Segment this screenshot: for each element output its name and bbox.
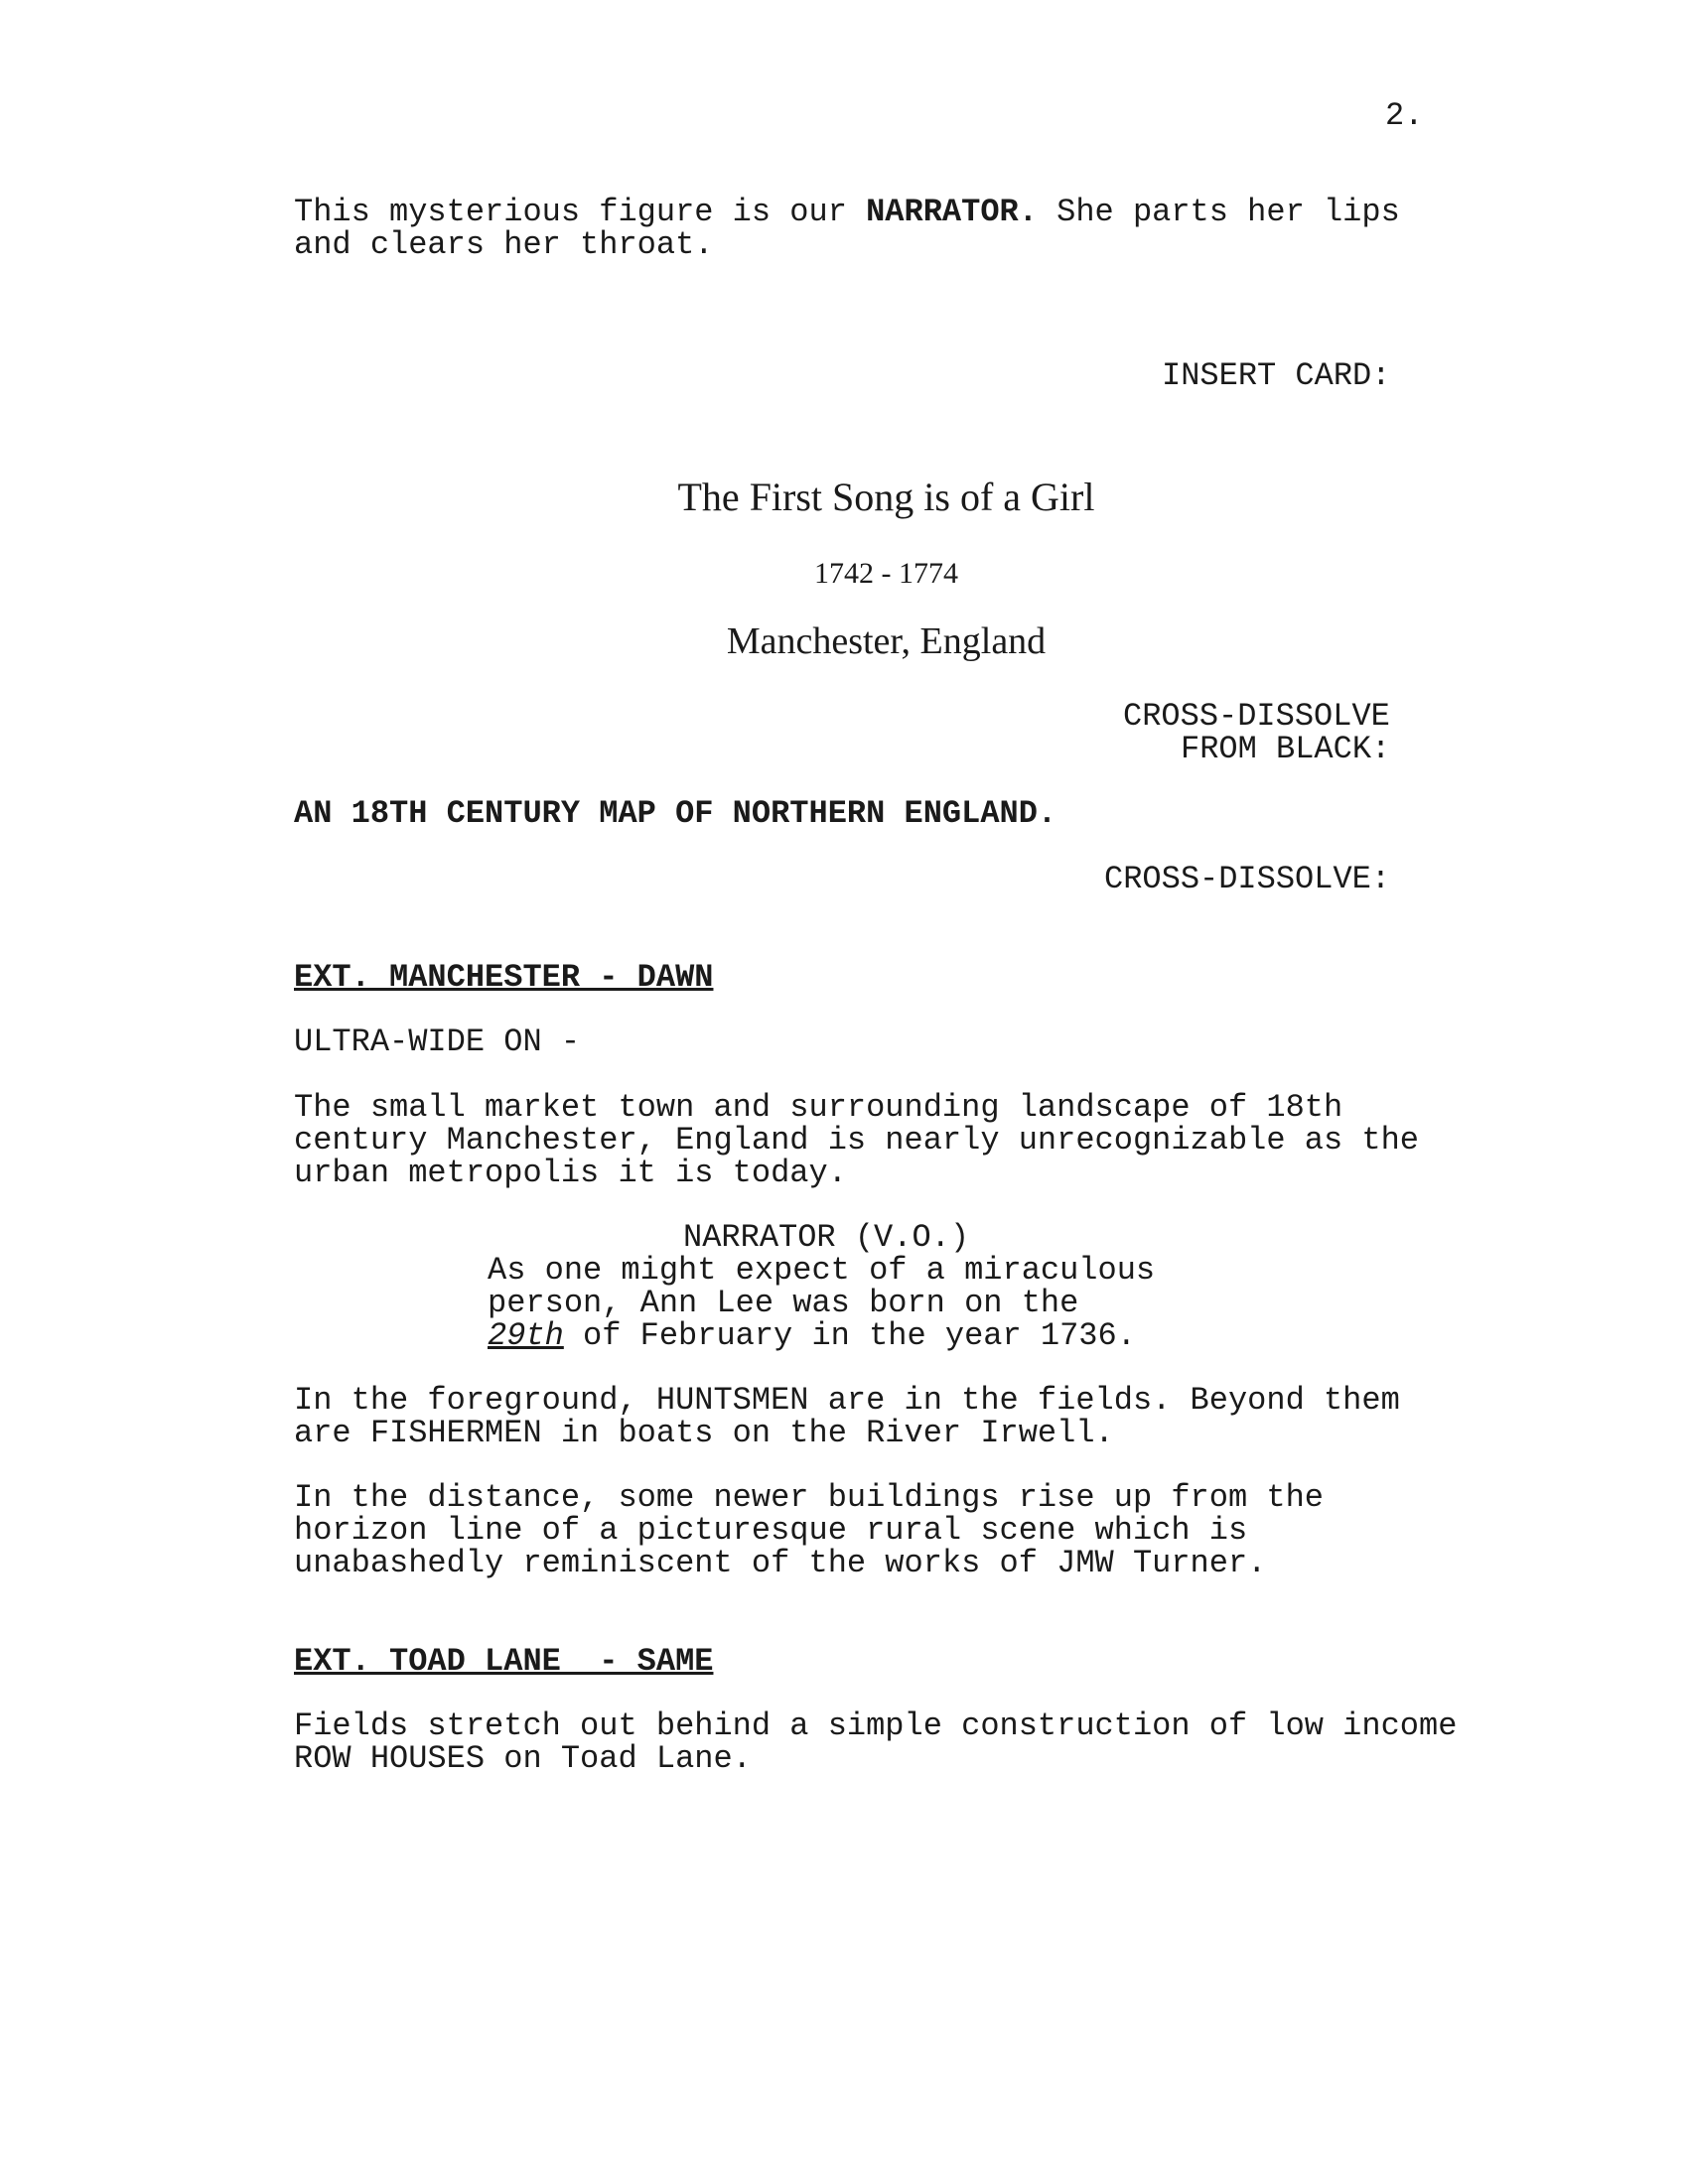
transition-cross-from-black-2: FROM BLACK:: [1181, 731, 1391, 767]
shot-ultra-wide: ULTRA-WIDE ON -: [294, 1024, 581, 1060]
action-row-houses-line-2: ROW HOUSES on Toad Lane.: [294, 1740, 752, 1777]
action-landscape-line-3: urban metropolis it is today.: [294, 1155, 847, 1191]
transition-insert-card: INSERT CARD:: [1162, 357, 1391, 394]
transition-cross-dissolve: CROSS-DISSOLVE:: [1104, 861, 1391, 897]
map-description: AN 18TH CENTURY MAP OF NORTHERN ENGLAND.: [294, 795, 1057, 832]
page-number: 2.: [1385, 97, 1424, 134]
narrator-bold: NARRATOR.: [866, 194, 1038, 230]
intro-action-line-1: [294, 196, 1400, 228]
intro-text-post: She parts her lips: [1037, 194, 1400, 230]
action-landscape-line-2: century Manchester, England is nearly unrecognizable as the: [294, 1122, 1419, 1159]
card-title: The First Song is of a Girl: [677, 475, 1095, 519]
character-cue-narrator: NARRATOR (V.O.): [683, 1219, 970, 1256]
action-landscape-line-1: The small market town and surrounding landscape of 18th: [294, 1089, 1343, 1126]
card-years: 1742 - 1774: [814, 557, 958, 590]
dialogue-line-2: person, Ann Lee was born on the: [488, 1285, 1079, 1321]
action-distance-line-1: In the distance, some newer buildings rise up from the: [294, 1479, 1324, 1516]
transition-cross-from-black-1: CROSS-DISSOLVE: [1123, 698, 1390, 735]
dialogue-line-1: As one might expect of a miraculous: [488, 1252, 1156, 1289]
dialogue-line-3: [488, 1319, 1136, 1352]
dialogue-emphasis-29th: 29th: [488, 1317, 564, 1354]
action-distance-line-2: horizon line of a picturesque rural scene which is: [294, 1512, 1248, 1549]
scene-heading-manchester: EXT. MANCHESTER - DAWN: [294, 959, 714, 996]
dialogue-line-3-rest: of February in the year 1736.: [563, 1317, 1136, 1354]
intro-action-line-2: and clears her throat.: [294, 226, 714, 263]
action-foreground-line-1: In the foreground, HUNTSMEN are in the fields. Beyond them: [294, 1382, 1400, 1419]
action-foreground-line-2: are FISHERMEN in boats on the River Irwell.: [294, 1415, 1114, 1451]
scene-heading-toad-lane: EXT. TOAD LANE - SAME: [294, 1643, 714, 1680]
action-row-houses-line-1: Fields stretch out behind a simple construction of low income: [294, 1707, 1458, 1744]
action-distance-line-3: unabashedly reminiscent of the works of JMW Turner.: [294, 1545, 1267, 1581]
card-place: Manchester, England: [726, 620, 1047, 662]
intro-text-pre: This mysterious figure is our: [294, 194, 867, 230]
